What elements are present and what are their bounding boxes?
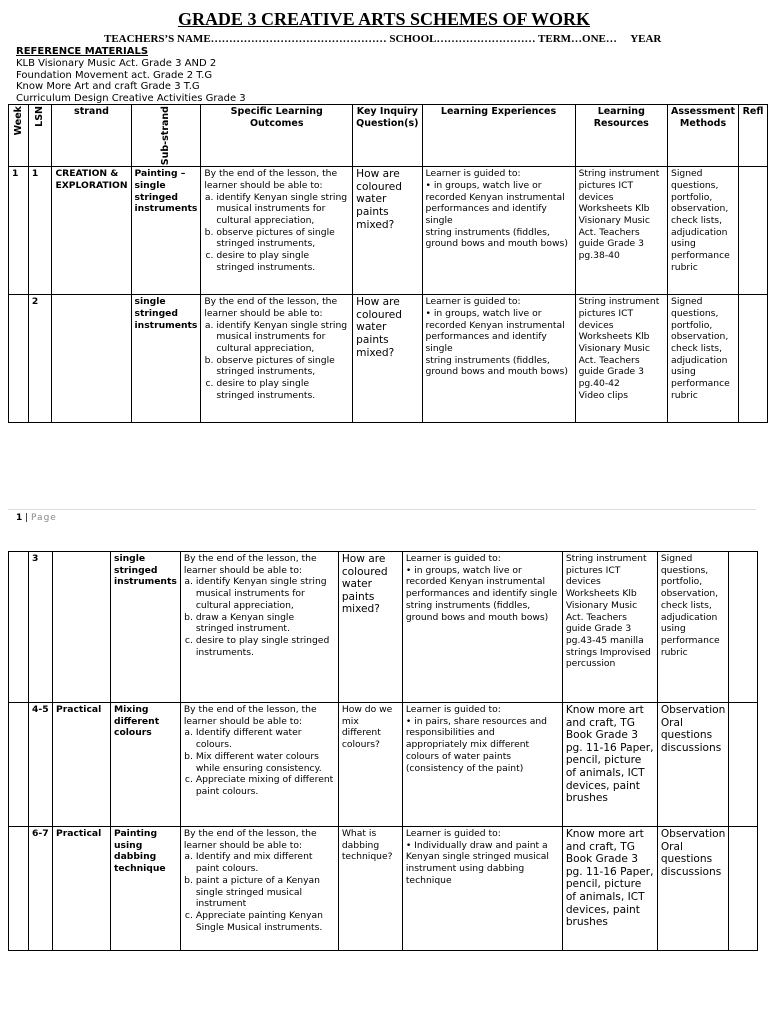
outcome-item: a. identify Kenyan single string musical instruments for cultural appreciation, <box>216 320 349 355</box>
cell-lsn: 1 <box>28 167 52 295</box>
outcomes-list <box>184 576 335 658</box>
cell-strand <box>53 552 111 703</box>
cell-outcomes <box>180 552 338 703</box>
outcomes-intro: By the end of the lesson, the learner should be able to: <box>204 168 338 191</box>
cell-week <box>9 552 29 703</box>
cell-reflection <box>729 703 758 827</box>
cell-reflection <box>739 167 768 295</box>
page-divider <box>8 509 756 510</box>
cell-outcomes <box>180 703 338 827</box>
cell-week <box>9 295 29 423</box>
outcomes-list <box>184 851 335 933</box>
table-row <box>9 295 768 423</box>
outcomes-intro: By the end of the lesson, the learner should be able to: <box>183 553 317 576</box>
cell-inquiry: How are coloured water paints mixed? <box>338 552 402 703</box>
header-row <box>9 105 768 167</box>
cell-reflection <box>729 552 758 703</box>
header-inquiry: Key Inquiry Question(s) <box>353 105 422 167</box>
outcomes-intro: By the end of the lesson, the learner should be able to: <box>183 828 317 851</box>
header-strand: strand <box>52 105 131 167</box>
outcomes-list <box>184 727 335 797</box>
outcomes-intro: By the end of the lesson, the learner should be able to: <box>204 296 338 319</box>
cell-inquiry: How are coloured water paints mixed? <box>353 295 422 423</box>
header-experiences: Learning Experiences <box>422 105 575 167</box>
outcome-item: b. draw a Kenyan single stringed instrument. <box>196 612 335 635</box>
cell-experiences: Learner is guided to: • in groups, watch live or recorded Kenyan instrumental performances and identify single string instruments (fiddles, ground bows and mouth bows) <box>422 167 575 295</box>
cell-assessment: Signed questions, portfolio, observation, check lists, adjudication using performance rubric <box>667 295 738 423</box>
cell-lsn: 2 <box>28 295 52 423</box>
outcome-item: a. identify Kenyan single string musical instruments for cultural appreciation, <box>196 576 335 611</box>
cell-outcomes <box>201 295 353 423</box>
cell-strand: CREATION & EXPLORATION <box>52 167 131 295</box>
cell-inquiry: How are coloured water paints mixed? <box>353 167 422 295</box>
cell-lsn: 4-5 <box>29 703 53 827</box>
cell-outcomes <box>201 167 353 295</box>
table-row <box>9 827 758 951</box>
cell-sub-strand: Painting – single stringed instruments <box>131 167 201 295</box>
page-label: Page <box>31 513 57 523</box>
table-row <box>9 703 758 827</box>
cell-experiences: Learner is guided to: • in pairs, share resources and responsibilities and appropriately mix different colours of water paints (consistency of the paint) <box>402 703 562 827</box>
scheme-table-page2 <box>8 551 758 951</box>
cell-resources: Know more art and craft, TG Book Grade 3 pg. 11-16 Paper, pencil, picture of animals, ICT devices, paint brushes <box>562 703 657 827</box>
cell-experiences: Learner is guided to: • in groups, watch live or recorded Kenyan instrumental performances and identify single string instruments (fiddles, ground bows and mouth bows) <box>402 552 562 703</box>
header-lsn: LSN <box>28 105 52 167</box>
cell-assessment: Signed questions, portfolio, observation, check lists, adjudication using performance rubric <box>667 167 738 295</box>
cell-strand: Practical <box>53 827 111 951</box>
cell-assessment: Signed questions, portfolio, observation, check lists, adjudication using performance rubric <box>657 552 729 703</box>
header-assessment: Assessment Methods <box>667 105 738 167</box>
cell-week: 1 <box>9 167 29 295</box>
outcomes-intro: By the end of the lesson, the learner should be able to: <box>183 704 317 727</box>
document-title: GRADE 3 CREATIVE ARTS SCHEMES OF WORK <box>177 9 591 29</box>
cell-reflection <box>739 295 768 423</box>
outcome-item: c. desire to play single stringed instruments. <box>216 378 349 401</box>
cell-resources: String instrument pictures ICT devices Worksheets Klb Visionary Music Act. Teachers guide Grade 3 pg.43-45 manilla strings Improvised percussion <box>562 552 657 703</box>
table-row <box>9 167 768 295</box>
outcome-item: c. desire to play single stringed instruments. <box>196 635 335 658</box>
reference-list <box>16 58 246 104</box>
cell-resources: String instrument pictures ICT devices Worksheets Klb Visionary Music Act. Teachers guide Grade 3 pg.38-40 <box>575 167 667 295</box>
outcome-item: a. Identify different water colours. <box>196 727 335 750</box>
reference-heading: REFERENCE MATERIALS <box>16 46 149 57</box>
cell-sub-strand: Painting using dabbing technique <box>111 827 181 951</box>
reference-item: Foundation Movement act. Grade 2 T.G <box>16 69 213 81</box>
header-resources: Learning Resources <box>575 105 667 167</box>
cell-inquiry: What is dabbing technique? <box>338 827 402 951</box>
outcome-item: b. observe pictures of single stringed instruments, <box>216 355 349 378</box>
outcome-item: c. Appreciate mixing of different paint colours. <box>196 774 335 797</box>
scheme-table-page1 <box>8 104 768 423</box>
header-outcomes: Specific Learning Outcomes <box>201 105 353 167</box>
reference-item: KLB Visionary Music Act. Grade 3 AND 2 <box>16 58 217 69</box>
outcome-item: a. Identify and mix different paint colours. <box>196 851 335 874</box>
page-footer: 1 | Page <box>16 513 57 523</box>
cell-outcomes <box>180 827 338 951</box>
header-sub-strand: Sub-strand <box>131 105 201 167</box>
cell-assessment: Observation Oral questions discussions <box>657 827 729 951</box>
cell-week <box>9 703 29 827</box>
cell-sub-strand: single stringed instruments <box>131 295 201 423</box>
cell-experiences: Learner is guided to: • in groups, watch live or recorded Kenyan instrumental performances and identify single string instruments (fiddles, ground bows and mouth bows) <box>422 295 575 423</box>
table-row <box>9 552 758 703</box>
outcome-item: c. Appreciate painting Kenyan Single Musical instruments. <box>196 910 335 933</box>
page-number: 1 <box>16 513 23 523</box>
outcome-item: c. desire to play single stringed instruments. <box>216 250 349 273</box>
outcomes-list <box>204 192 349 274</box>
cell-strand <box>52 295 131 423</box>
header-week: Week <box>9 105 29 167</box>
header-reflection: Refl <box>739 105 768 167</box>
cell-resources: Know more art and craft, TG Book Grade 3 pg. 11-16 Paper, pencil, picture of animals, ICT devices, paint brushes <box>562 827 657 951</box>
cell-sub-strand: single stringed instruments <box>111 552 181 703</box>
teacher-info-line: TEACHERS’S NAME………………………………………… SCHOOL……………………… TERM…ONE… YEAR <box>104 33 662 45</box>
cell-inquiry: How do we mix different colours? <box>338 703 402 827</box>
cell-lsn: 3 <box>29 552 53 703</box>
outcome-item: b. observe pictures of single stringed instruments, <box>216 227 349 250</box>
reference-item: Know More Art and craft Grade 3 T.G <box>16 81 200 92</box>
cell-resources: String instrument pictures ICT devices Worksheets Klb Visionary Music Act. Teachers guide Grade 3 pg.40-42 Video clips <box>575 295 667 423</box>
cell-experiences: Learner is guided to: • Individually draw and paint a Kenyan single stringed musical instrument using dabbing technique <box>402 827 562 951</box>
cell-assessment: Observation Oral questions discussions <box>657 703 729 827</box>
outcome-item: a. identify Kenyan single string musical instruments for cultural appreciation, <box>216 192 349 227</box>
reference-item: Curriculum Design Creative Activities Grade 3 <box>16 92 246 104</box>
cell-reflection <box>729 827 758 951</box>
cell-lsn: 6-7 <box>29 827 53 951</box>
outcome-item: b. paint a picture of a Kenyan single stringed musical instrument <box>196 875 335 910</box>
outcomes-list <box>204 320 349 402</box>
cell-sub-strand: Mixing different colours <box>111 703 181 827</box>
outcome-item: b. Mix different water colours while ensuring consistency. <box>196 751 335 774</box>
cell-strand: Practical <box>53 703 111 827</box>
cell-week <box>9 827 29 951</box>
